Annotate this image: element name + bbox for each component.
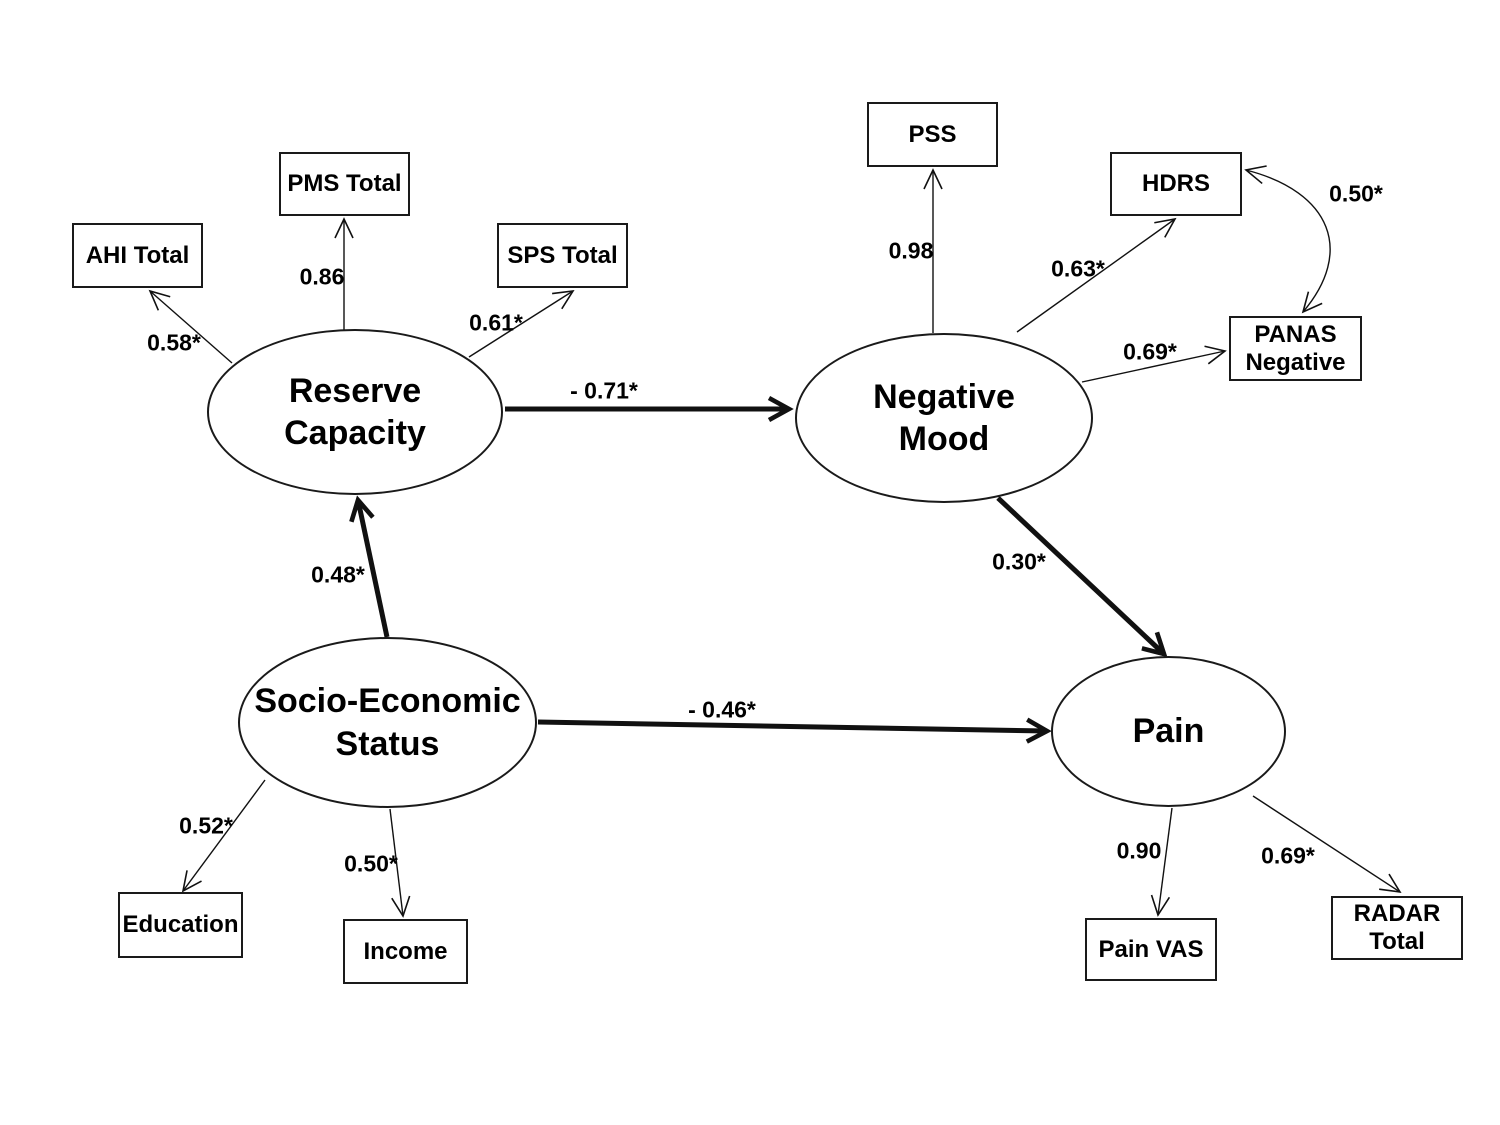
coefficient-negative-mood-panas-negative: 0.69*	[1123, 338, 1177, 365]
latent-ses-label-line2: Status	[335, 724, 440, 763]
observed-sps-total-label: SPS Total	[507, 241, 618, 269]
observed-pms-total	[279, 152, 410, 216]
coefficient-negative-mood-pss: 0.98	[888, 237, 934, 264]
observed-pms-total-label: PMS Total	[287, 170, 402, 198]
observed-hdrs	[1110, 152, 1242, 216]
latent-ses-label-line1: Socio-Economic	[254, 682, 521, 720]
observed-radar-label-line2: Total	[1369, 928, 1425, 955]
observed-pain-vas-label: Pain VAS	[1098, 935, 1204, 963]
observed-sps-total	[497, 223, 628, 288]
coefficient-pain-pain-vas: 0.90	[1116, 837, 1162, 864]
coefficient-ses-income: 0.50*	[344, 850, 398, 877]
observed-education-label: Education	[122, 911, 239, 939]
observed-panas-label-line1: PANAS	[1254, 320, 1337, 348]
coefficient-ses-pain: - 0.46*	[688, 696, 756, 723]
observed-ahi-total-label: AHI Total	[85, 241, 190, 269]
coefficient-reserve-capacity-pms-total: 0.86	[299, 263, 345, 290]
coefficient-negative-mood-pain: 0.30*	[992, 548, 1046, 575]
observed-ahi-total	[72, 223, 203, 288]
arrow-ses-to-pain	[538, 722, 1047, 731]
latent-negative-mood	[795, 333, 1093, 503]
arrow-negative-mood-to-pain	[998, 498, 1164, 654]
latent-pain	[1051, 656, 1286, 807]
coefficient-reserve-capacity-negative-mood: - 0.71*	[570, 377, 638, 404]
observed-income	[343, 919, 468, 984]
correlation-arrow-hdrs-panas-negative	[1246, 170, 1330, 312]
observed-education	[118, 892, 243, 958]
coefficient-reserve-capacity-sps-total: 0.61*	[469, 309, 523, 336]
latent-socio-economic-status	[238, 637, 537, 808]
coefficient-negative-mood-hdrs: 0.63*	[1051, 255, 1105, 282]
coefficient-pain-radar-total: 0.69*	[1261, 842, 1315, 869]
latent-negative-mood-label-line2: Mood	[898, 420, 990, 458]
observed-radar-label-line1: RADAR	[1353, 900, 1441, 928]
latent-reserve-capacity	[207, 329, 503, 495]
coefficient-reserve-capacity-ahi-total: 0.58*	[147, 329, 201, 356]
coefficient-ses-education: 0.52*	[179, 812, 233, 839]
coefficient-ses-reserve-capacity: 0.48*	[311, 561, 365, 588]
observed-income-label: Income	[363, 937, 448, 965]
observed-radar-total	[1331, 896, 1463, 960]
latent-negative-mood-label-line1: Negative	[873, 377, 1015, 416]
observed-pss	[867, 102, 998, 167]
observed-pain-vas	[1085, 918, 1217, 981]
observed-pss-label: PSS	[908, 120, 957, 148]
observed-panas-label-line2: Negative	[1245, 348, 1346, 376]
coefficient-hdrs-panas-correlation: 0.50*	[1329, 180, 1383, 207]
observed-hdrs-label: HDRS	[1141, 170, 1210, 198]
observed-panas-negative	[1229, 316, 1362, 381]
latent-reserve-capacity-label-line2: Capacity	[284, 414, 426, 452]
latent-reserve-capacity-label-line1: Reserve	[288, 371, 422, 410]
latent-pain-label: Pain	[1132, 712, 1205, 751]
